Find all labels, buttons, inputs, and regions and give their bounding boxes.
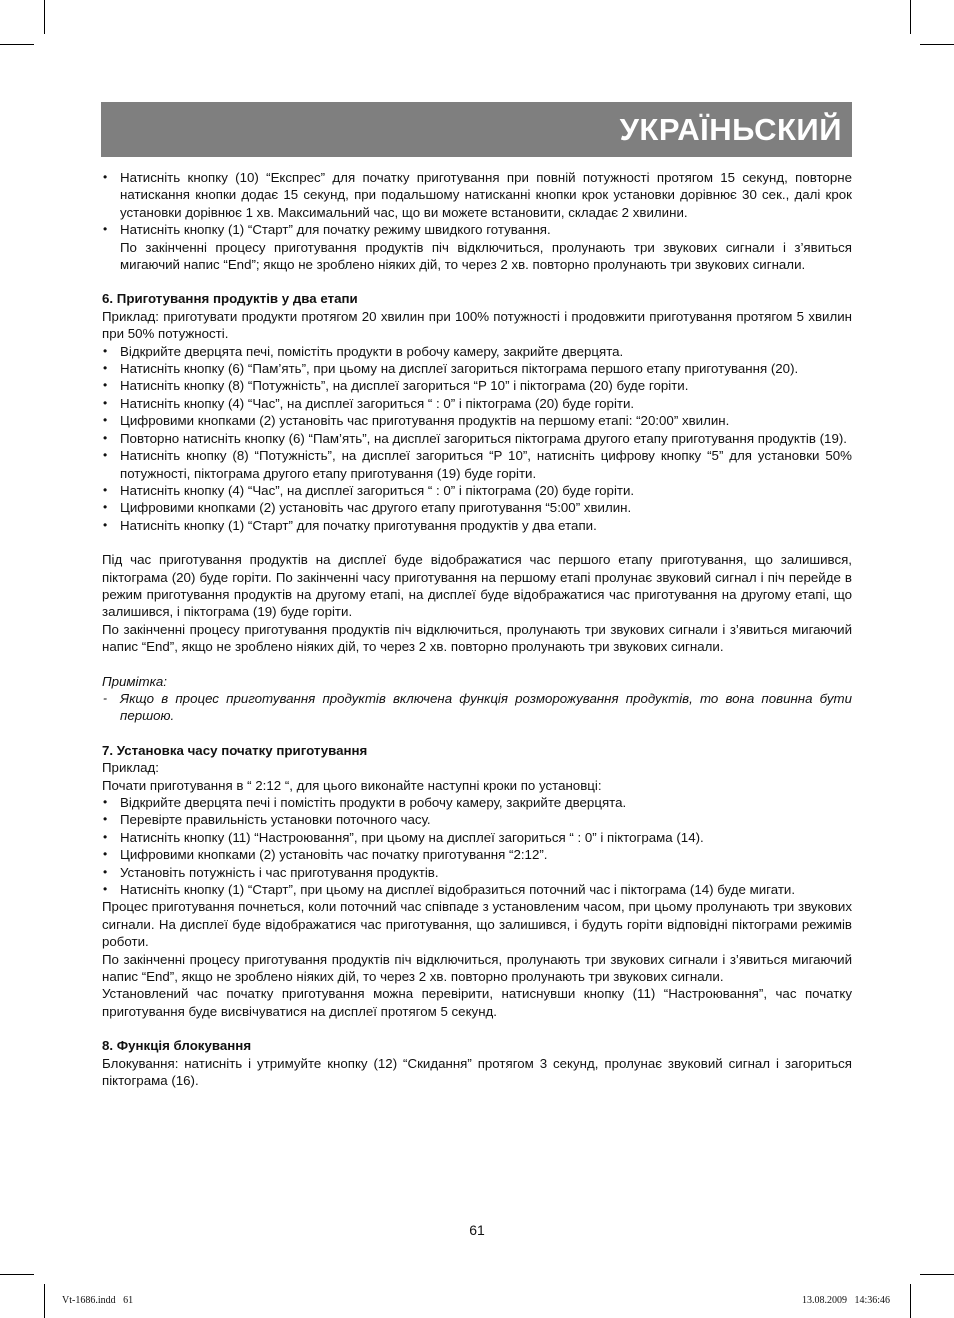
list-item: • Відкрийте дверцята печі і помістіть продукти в робочу камеру, закрийте дверцята.	[102, 794, 852, 811]
list-item: • Цифровими кнопками (2) установіть час другого етапу приготування “5:00” хвилин.	[102, 499, 852, 516]
section-6-paragraph: Під час приготування продуктів на дисплеї буде відображатися час першого етапу приготування, що залишився, піктограма (20) буде горіти. По закінченні часу приготування на першому етапі пролунає звуковий сигнал і піч перейде в режим приготування продуктів на другому етапі, на дисплеї буде відображатися час приготування на другому етапі, що залишився, і піктограма (19) буде горіти.	[102, 552, 852, 620]
list-item: • Натисніть кнопку (8) “Потужність”, на дисплеї загориться “P 10”, натисніть цифрову кнопку “5” для установки 50% потужності, піктограма другого етапу приготування (19) буде горіти.	[102, 447, 852, 482]
section-6-example: Приклад: приготувати продукти протягом 20 хвилин при 100% потужності і продовжити приготування протягом 5 хвилин при 50% потужності.	[102, 308, 852, 342]
crop-mark	[910, 1284, 911, 1318]
footer-file: Vt-1686.indd 61	[62, 1295, 134, 1306]
list-item: • Натисніть кнопку (1) “Старт” для початку приготування продуктів у два етапи.	[102, 517, 852, 534]
crop-mark	[920, 1274, 954, 1275]
section-7-paragraph: Процес приготування почнеться, коли поточний час співпаде з установленим часом, при цьому пролунають три звукових сигнали. На дисплеї буде відображатися час приготування, що залишився, і будуть горіти відповідні піктограми режимів роботи.	[102, 899, 852, 950]
language-banner	[101, 102, 852, 157]
note-title: Примітка:	[102, 673, 167, 689]
list-item: • Натисніть кнопку (8) “Потужність”, на дисплеї загориться “P 10” і піктограма (20) буде горіти.	[102, 377, 852, 394]
section-7-heading: 7. Установка часу початку приготування	[102, 742, 368, 758]
list-item: • Повторно натисніть кнопку (6) “Пам’ять”, на дисплеї загориться піктограма другого етапу приготування продуктів (19).	[102, 430, 852, 447]
intro-note: По закінченні процесу приготування продуктів піч відключиться, пролунають три звукових сигнали і з’явиться мигаючий напис “End”; якщо не зроблено ніяких дій, то через 2 хв. повторно пролунають три звукових сигнали.	[120, 239, 852, 273]
list-item: • Натисніть кнопку (11) “Настроювання”, при цьому на дисплеї загориться “ : 0” і піктограма (14).	[102, 829, 852, 846]
list-item: • Натисніть кнопку (10) “Експрес” для початку приготування при повній потужності протягом 15 секунд, повторне натискання кнопки додає 15 секунд, при подальшому натисканні кнопки крок установки дорівнює 30 сек., далі крок установки дорівнює 1 хв. Максимальний час, що ви можете встановити, складає 2 хвилини.	[102, 169, 852, 221]
note-item: - Якщо в процес приготування продуктів включена функція розморожування продуктів, то вона повинна бути першою.	[102, 690, 852, 725]
list-item: • Установіть потужність і час приготування продуктів.	[102, 864, 852, 881]
section-7-example-label: Приклад:	[102, 760, 159, 776]
list-item: • Натисніть кнопку (4) “Час”, на дисплеї загориться “ : 0” і піктограма (20) буде горіти.	[102, 482, 852, 499]
note-list	[102, 690, 852, 725]
list-item: • Натисніть кнопку (1) “Старт” для початку режиму швидкого готування.	[102, 221, 852, 238]
crop-mark	[0, 44, 34, 45]
section-8-heading: 8. Функція блокування	[102, 1038, 252, 1054]
list-item: • Цифровими кнопками (2) установіть час початку приготування “2:12”.	[102, 846, 852, 863]
crop-mark	[44, 0, 45, 34]
section-7-paragraph: Установлений час початку приготування можна перевірити, натиснувши кнопку (11) “Настроювання”, час початку приготування буде висвічуватися на дисплеї протягом 5 секунд.	[102, 986, 852, 1019]
footer-datetime: 13.08.2009 14:36:46	[801, 1295, 890, 1306]
list-item: • Натисніть кнопку (1) “Старт”, при цьому на дисплеї відобразиться поточний час і піктограма (14) буде мигати.	[102, 881, 852, 898]
page-title: УКРАЇНЬСКИЙ	[619, 111, 842, 147]
page-content	[102, 169, 852, 1090]
list-item: • Відкрийте дверцята печі, помістіть продукти в робочу камеру, закрийте дверцята.	[102, 343, 852, 360]
section-6-list	[102, 343, 852, 534]
list-item: • Цифровими кнопками (2) установіть час приготування продуктів на першому етапі: “20:00” хвилин.	[102, 412, 852, 429]
crop-mark	[920, 44, 954, 45]
list-item: • Натисніть кнопку (6) “Пам’ять”, при цьому на дисплеї загориться піктограма першого етапу приготування (20).	[102, 360, 852, 377]
section-7-list	[102, 794, 852, 898]
intro-list	[102, 169, 852, 239]
section-7-example: Почати приготування в “ 2:12 “, для цього виконайте наступні кроки по установці:	[102, 777, 602, 793]
crop-mark	[44, 1284, 45, 1318]
list-item: • Перевірте правильність установки поточного часу.	[102, 811, 852, 828]
crop-mark	[0, 1274, 34, 1275]
section-6-heading: 6. Приготування продуктів у два етапи	[102, 291, 358, 307]
list-item: • Натисніть кнопку (4) “Час”, на дисплеї загориться “ : 0” і піктограма (20) буде горіти.	[102, 395, 852, 412]
section-7-paragraph: По закінченні процесу приготування продуктів піч відключиться, пролунають три звукових сигнали і з’явиться мигаючий напис “End”, якщо не зроблено ніяких дій, то через 2 хв. повторно пролунають три звукових сигнали.	[102, 951, 852, 985]
page-number: 61	[469, 1222, 485, 1238]
section-8-text: Блокування: натисніть і утримуйте кнопку (12) “Скидання” протягом 3 секунд, пролунає звуковий сигнал і загориться піктограма (16).	[102, 1055, 852, 1089]
crop-mark	[910, 0, 911, 34]
section-6-paragraph: По закінченні процесу приготування продуктів піч відключиться, пролунають три звукових сигнали і з’явиться мигаючий напис “End”, якщо не зроблено ніяких дій, то через 2 хв. повторно пролунають три звукових сигнали.	[102, 621, 852, 655]
